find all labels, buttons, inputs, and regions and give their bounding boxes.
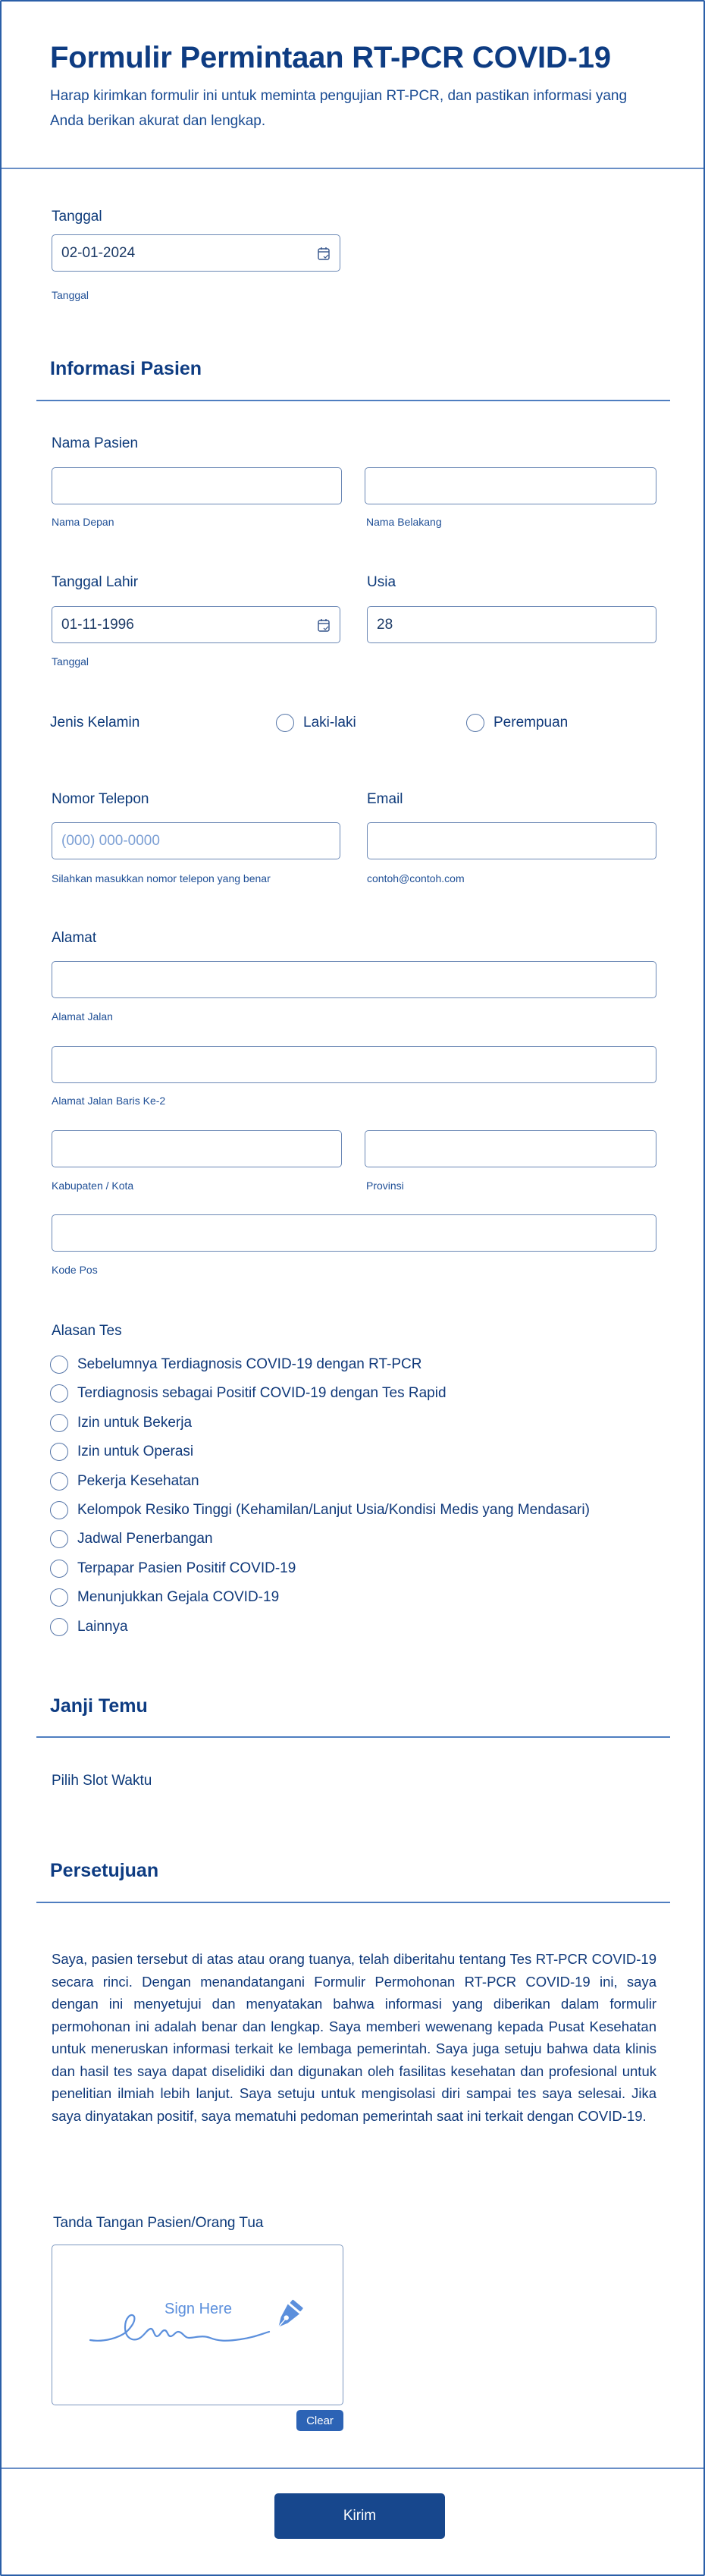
page-title: Formulir Permintaan RT-PCR COVID-19 xyxy=(50,41,611,74)
birth-date-value: 01-11-1996 xyxy=(61,616,134,633)
radio-button[interactable] xyxy=(50,1588,68,1607)
radio-button[interactable] xyxy=(50,1472,68,1491)
last-name-input[interactable] xyxy=(365,467,656,504)
radio-label: Sebelumnya Terdiagnosis COVID-19 dengan RT-PCR xyxy=(77,1356,422,1372)
pen-nib-icon xyxy=(269,2298,306,2335)
radio-button[interactable] xyxy=(50,1443,68,1461)
street-address-2-sublabel: Alamat Jalan Baris Ke-2 xyxy=(52,1095,166,1107)
phone-input[interactable] xyxy=(52,822,340,859)
phone-placeholder: (000) 000-0000 xyxy=(61,832,160,849)
test-reason-option[interactable] xyxy=(50,1382,590,1405)
last-name-sublabel: Nama Belakang xyxy=(366,516,442,528)
radio-label: Lainnya xyxy=(77,1618,128,1635)
header-divider xyxy=(2,168,703,169)
radio-label: Terpapar Pasien Positif COVID-19 xyxy=(77,1560,296,1576)
section-divider-appointment xyxy=(36,1736,670,1738)
street-address-2-input[interactable] xyxy=(52,1046,656,1083)
birth-date-input[interactable] xyxy=(52,606,340,643)
radio-button[interactable] xyxy=(50,1384,68,1403)
radio-label: Izin untuk Operasi xyxy=(77,1444,194,1460)
date-input[interactable] xyxy=(52,234,340,272)
date-sublabel: Tanggal xyxy=(52,289,89,301)
test-reason-option[interactable] xyxy=(50,1616,590,1638)
email-sublabel: contoh@contoh.com xyxy=(367,872,465,884)
first-name-input[interactable] xyxy=(52,467,342,504)
province-sublabel: Provinsi xyxy=(366,1180,404,1192)
radio-button[interactable] xyxy=(50,1618,68,1636)
time-slot-label: Pilih Slot Waktu xyxy=(52,1773,152,1789)
test-reason-option[interactable] xyxy=(50,1353,590,1376)
test-reason-option[interactable] xyxy=(50,1528,590,1550)
footer-divider xyxy=(2,2468,703,2469)
radio-label: Terdiagnosis sebagai Positif COVID-19 dengan Tes Rapid xyxy=(77,1385,446,1402)
radio-label: Izin untuk Bekerja xyxy=(77,1414,193,1431)
section-divider-patient xyxy=(36,400,670,401)
patient-name-label: Nama Pasien xyxy=(52,435,139,451)
age-value: 28 xyxy=(377,616,393,633)
consent-text: Saya, pasien tersebut di atas atau orang tuanya, telah diberitahu tentang Tes RT-PCR COVID-19 secara rinci. Dengan menandatangani Formulir Permohonan RT-PCR COVID-19 ini, saya dengan ini menyetujui dan menyatakan bahwa informasi yang diberikan dalam formulir permohonan ini adalah benar dan lengkap. Saya memberi wewenang kepada Pusat Kesehatan untuk meneruskan informasi terkait ke lembaga pemerintah. Saya juga setuju bahwa data klinis dan hasil tes saya dapat diselidiki dan digunakan oleh fasilitas kesehatan dan profesional untuk penelitian ilmiah lebih lanjut. Saya setuju untuk mengisolasi diri sampai tes saya selesai. Jika saya dinyatakan positif, saya mematuhi pedoman pemerintah saat ini terkait dengan COVID-19. xyxy=(52,1951,656,2124)
radio-label: Menunjukkan Gejala COVID-19 xyxy=(77,1589,280,1606)
submit-button[interactable]: Kirim xyxy=(274,2493,445,2539)
email-input[interactable] xyxy=(367,822,656,859)
radio-button[interactable] xyxy=(276,714,294,732)
postal-code-sublabel: Kode Pos xyxy=(52,1264,98,1276)
street-address-sublabel: Alamat Jalan xyxy=(52,1010,113,1023)
first-name-sublabel: Nama Depan xyxy=(52,516,114,528)
radio-button[interactable] xyxy=(466,714,484,732)
clear-signature-button[interactable]: Clear xyxy=(296,2410,343,2431)
age-input[interactable] xyxy=(367,606,656,643)
calendar-icon[interactable] xyxy=(317,617,331,633)
section-title-appointment: Janji Temu xyxy=(50,1695,148,1717)
calendar-icon[interactable] xyxy=(317,246,331,261)
test-reason-option[interactable] xyxy=(50,1470,590,1493)
date-label: Tanggal xyxy=(52,209,102,225)
radio-button[interactable] xyxy=(50,1560,68,1578)
street-address-input[interactable] xyxy=(52,961,656,998)
section-divider-consent xyxy=(36,1902,670,1903)
test-reason-label: Alasan Tes xyxy=(52,1323,122,1339)
city-input[interactable] xyxy=(52,1130,342,1167)
test-reason-option[interactable] xyxy=(50,1586,590,1609)
radio-button[interactable] xyxy=(50,1501,68,1519)
test-reason-option[interactable] xyxy=(50,1440,590,1463)
age-label: Usia xyxy=(367,574,396,590)
phone-sublabel: Silahkan masukkan nomor telepon yang benar xyxy=(52,872,271,884)
radio-button[interactable] xyxy=(50,1414,68,1432)
city-sublabel: Kabupaten / Kota xyxy=(52,1180,134,1192)
radio-button[interactable] xyxy=(50,1356,68,1374)
birth-date-sublabel: Tanggal xyxy=(52,655,89,668)
signature-placeholder: Sign Here xyxy=(164,2301,232,2317)
postal-code-input[interactable] xyxy=(52,1214,656,1252)
gender-option-male[interactable] xyxy=(276,712,356,734)
phone-label: Nomor Telepon xyxy=(52,791,149,807)
radio-label: Pekerja Kesehatan xyxy=(77,1472,199,1489)
gender-option-female[interactable] xyxy=(466,712,568,734)
gender-label: Jenis Kelamin xyxy=(50,715,140,730)
radio-label: Jadwal Penerbangan xyxy=(77,1531,213,1547)
section-title-patient: Informasi Pasien xyxy=(50,358,202,379)
page-subtitle: Harap kirimkan formulir ini untuk meminta pengujian RT-PCR, dan pastikan informasi yang Anda berikan akurat dan lengkap. xyxy=(50,88,628,129)
signature-pad[interactable] xyxy=(52,2245,343,2405)
test-reason-option[interactable] xyxy=(50,1499,590,1522)
signature-label: Tanda Tangan Pasien/Orang Tua xyxy=(53,2215,264,2231)
test-reason-options xyxy=(50,1353,590,1638)
test-reason-option[interactable] xyxy=(50,1412,590,1434)
date-value: 02-01-2024 xyxy=(61,244,136,261)
section-title-consent: Persetujuan xyxy=(50,1860,159,1881)
province-input[interactable] xyxy=(365,1130,656,1167)
radio-button[interactable] xyxy=(50,1530,68,1548)
radio-label: Kelompok Resiko Tinggi (Kehamilan/Lanjut Usia/Kondisi Medis yang Mendasari) xyxy=(77,1501,590,1518)
radio-label: Laki-laki xyxy=(303,715,356,730)
birth-date-label: Tanggal Lahir xyxy=(52,574,139,590)
radio-label: Perempuan xyxy=(494,715,569,730)
address-label: Alamat xyxy=(52,930,97,946)
test-reason-option[interactable] xyxy=(50,1557,590,1580)
email-label: Email xyxy=(367,791,403,807)
